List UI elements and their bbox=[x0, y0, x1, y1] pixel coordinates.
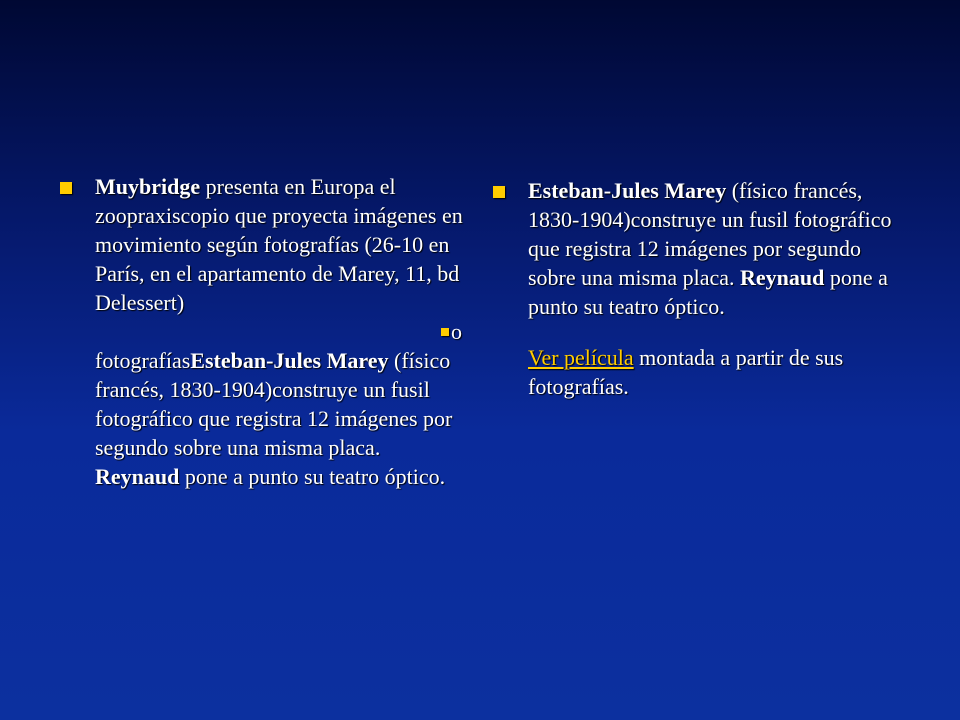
marey-name-left: Esteban-Jules Marey bbox=[190, 348, 389, 373]
sub-bullet-line bbox=[95, 317, 470, 346]
left-text-4: pone a punto su teatro óptico. bbox=[179, 464, 446, 489]
left-text-2: fotografías bbox=[95, 348, 191, 373]
sub-bullet-marker: o bbox=[451, 319, 462, 344]
left-bullet-item bbox=[60, 172, 470, 491]
right-bullet-item bbox=[493, 176, 893, 401]
right-text-3: montada a partir de sus fotografías. bbox=[528, 345, 844, 399]
reynaud-name-left: Reynaud bbox=[95, 464, 180, 489]
small-square-bullet-icon bbox=[441, 328, 449, 336]
ver-pelicula-link[interactable]: Ver película bbox=[528, 345, 634, 370]
right-text-2: pone a punto su teatro óptico. bbox=[528, 265, 888, 319]
left-continuation bbox=[95, 346, 470, 491]
square-bullet-icon bbox=[60, 182, 72, 194]
square-bullet-icon bbox=[493, 186, 505, 198]
left-column bbox=[60, 172, 470, 491]
left-text-3: (físico francés, 1830-1904)construye un fusil fotográfico que registra 12 imágenes por segundo sobre una misma placa. bbox=[95, 348, 453, 460]
right-text-1: (físico francés, 1830-1904)construye un fusil fotográfico que registra 12 imágenes por segundo sobre una misma placa. bbox=[528, 178, 892, 290]
marey-name-right: Esteban-Jules Marey bbox=[528, 178, 727, 203]
muybridge-name: Muybridge bbox=[95, 174, 201, 199]
right-column bbox=[493, 176, 893, 401]
reynaud-name-right: Reynaud bbox=[740, 265, 825, 290]
right-second-paragraph bbox=[528, 343, 893, 401]
left-text-1: presenta en Europa el zoopraxiscopio que proyecta imágenes en movimiento según fotografías (26-10 en París, en el apartamento de Marey, 11, bd Delessert) bbox=[95, 174, 463, 315]
